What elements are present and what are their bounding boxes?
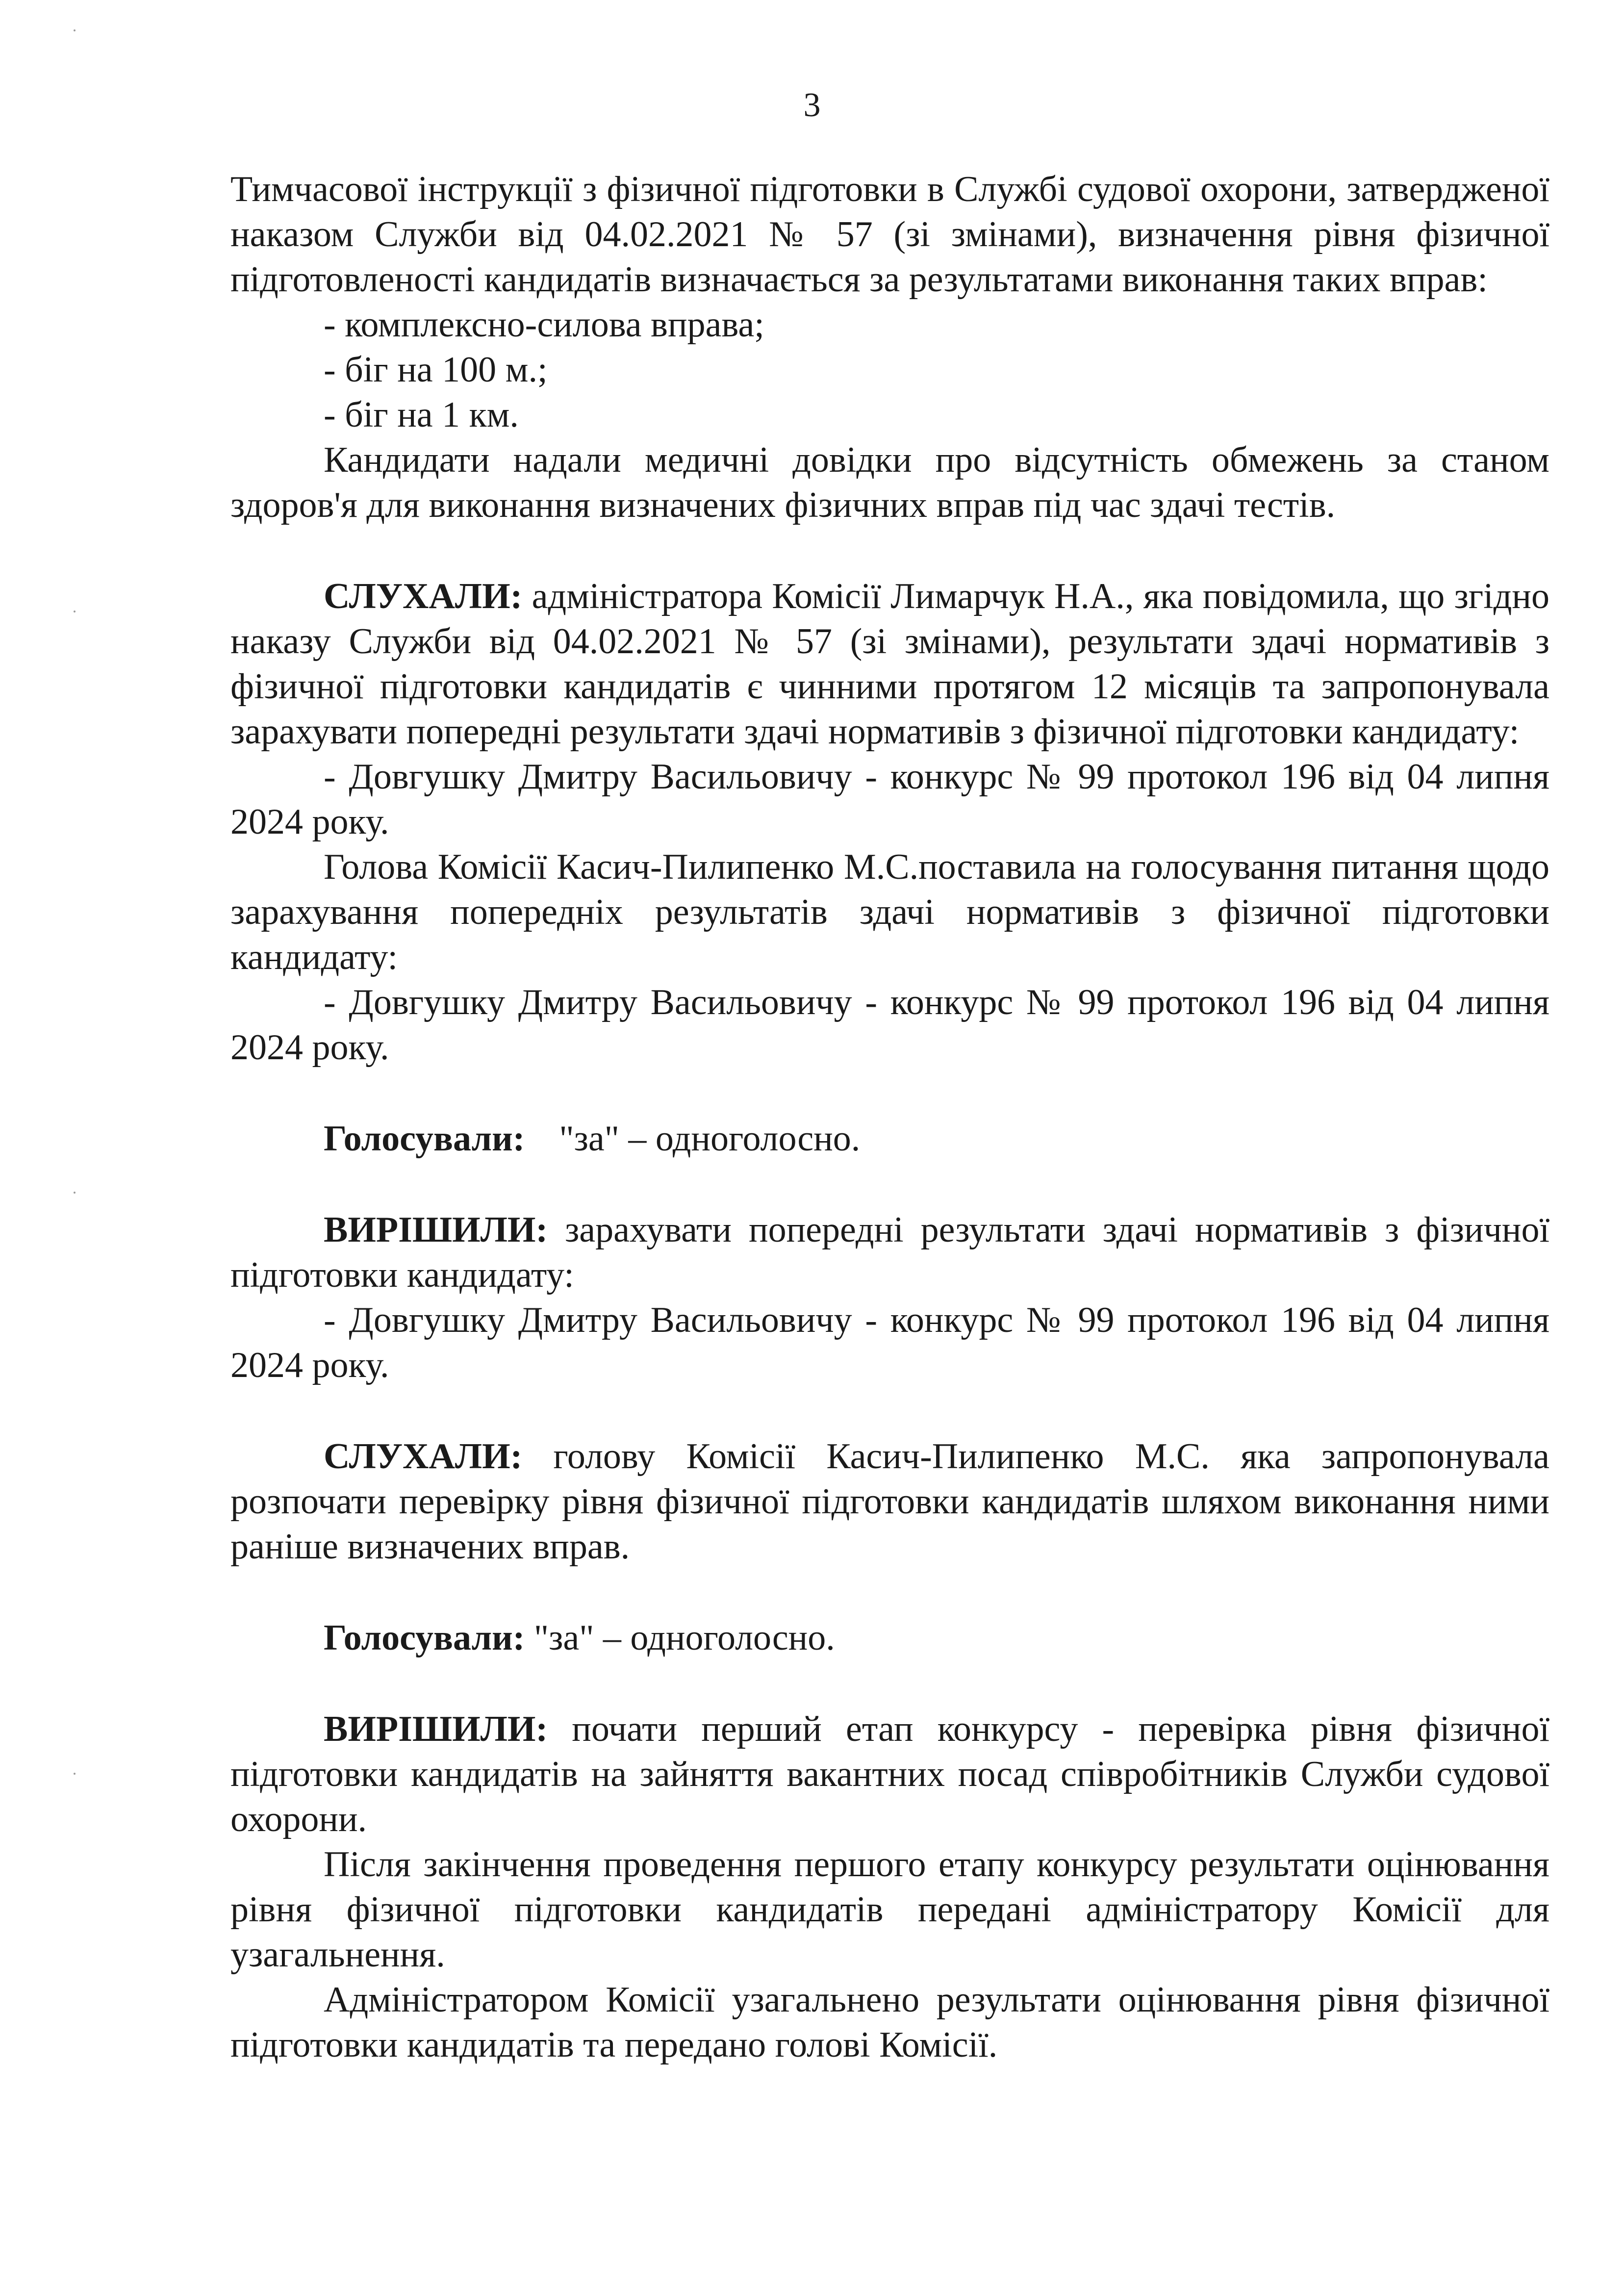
decided-paragraph — [230, 1707, 1549, 1842]
heard-paragraph — [230, 574, 1549, 754]
spacer — [230, 1569, 1549, 1615]
voted-text: "за" – одноголосно. — [525, 1618, 835, 1658]
summary-paragraph: Адміністратором Комісії узагальнено результати оцінювання рівня фізичної підготовки кандидатів та передано голові Комісії. — [230, 1980, 1549, 2065]
heard-paragraph — [230, 1434, 1549, 1569]
exercise-item: - біг на 100 м.; — [324, 350, 548, 390]
scan-artifact — [74, 1773, 76, 1775]
voted-paragraph — [230, 1116, 1549, 1161]
voted-label: Голосували: — [324, 1618, 525, 1658]
chair-vote-paragraph: Голова Комісії Касич-Пилипенко М.С.поставила на голосування питання щодо зарахування попередніх результатів здачі нормативів з фізичної підготовки кандидату: — [230, 847, 1549, 977]
intro-paragraph: Тимчасової інструкції з фізичної підготовки в Службі судової охорони, затвердженої наказом Служби від 04.02.2021 № 57 (зі змінами), визначення рівня фізичної підготовленості кандидатів визначається за результатами виконання таких вправ: — [230, 169, 1549, 300]
heard-text: адміністратора Комісії Лимарчук Н.А., яка повідомила, що згідно наказу Служби від 04.02.2021 № 57 (зі змінами), результати здачі нормативів з фізичної підготовки кандидатів є чинними протягом 12 місяців та запропонувала зарахувати попередні результати здачі нормативів з фізичної підготовки кандидату: — [230, 576, 1549, 752]
heard-label: СЛУХАЛИ: — [324, 576, 523, 616]
candidate-paragraph: - Довгушку Дмитру Васильовичу - конкурс № 99 протокол 196 від 04 липня 2024 року. — [230, 1300, 1549, 1385]
heard-text: голову Комісії Касич-Пилипенко М.С. яка запропонувала розпочати перевірку рівня фізичної підготовки кандидатів шляхом виконання ними раніше визначених вправ. — [230, 1436, 1549, 1567]
heard-label: СЛУХАЛИ: — [324, 1436, 523, 1477]
scan-artifact — [74, 1192, 76, 1194]
voted-label: Голосували: — [324, 1119, 525, 1159]
scan-artifact — [74, 29, 76, 31]
page-number: 3 — [803, 86, 821, 124]
medical-paragraph: Кандидати надали медичні довідки про відсутність обмежень за станом здоров'я для виконання визначених фізичних вправ під час здачі тестів. — [230, 440, 1549, 525]
exercise-item: - комплексно-силова вправа; — [324, 305, 764, 345]
voted-text: "за" – одноголосно. — [559, 1119, 861, 1159]
voted-paragraph — [230, 1615, 1549, 1660]
document-body — [230, 167, 1549, 2067]
candidate-paragraph: - Довгушку Дмитру Васильовичу - конкурс № 99 протокол 196 від 04 липня 2024 року. — [230, 757, 1549, 842]
decided-text: почати перший етап конкурсу - перевірка рівня фізичної підготовки кандидатів на зайняття вакантних посад співробітників Служби судової охорони. — [230, 1709, 1549, 1839]
exercise-item: - біг на 1 км. — [324, 395, 519, 435]
spacer — [230, 1070, 1549, 1116]
spacer — [230, 1388, 1549, 1434]
after-stage-paragraph: Після закінчення проведення першого етапу конкурсу результати оцінювання рівня фізичної підготовки кандидатів передані адміністратору Комісії для узагальнення. — [230, 1844, 1549, 1975]
spacer — [230, 1161, 1549, 1207]
decided-paragraph — [230, 1207, 1549, 1298]
candidate-paragraph: - Довгушку Дмитру Васильовичу - конкурс № 99 протокол 196 від 04 липня 2024 року. — [230, 982, 1549, 1068]
decided-text: зарахувати попередні результати здачі нормативів з фізичної підготовки кандидату: — [230, 1210, 1549, 1295]
spacer — [230, 528, 1549, 574]
decided-label: ВИРІШИЛИ: — [324, 1709, 548, 1749]
scan-artifact — [74, 611, 76, 612]
spacer — [230, 1660, 1549, 1707]
decided-label: ВИРІШИЛИ: — [324, 1210, 548, 1250]
